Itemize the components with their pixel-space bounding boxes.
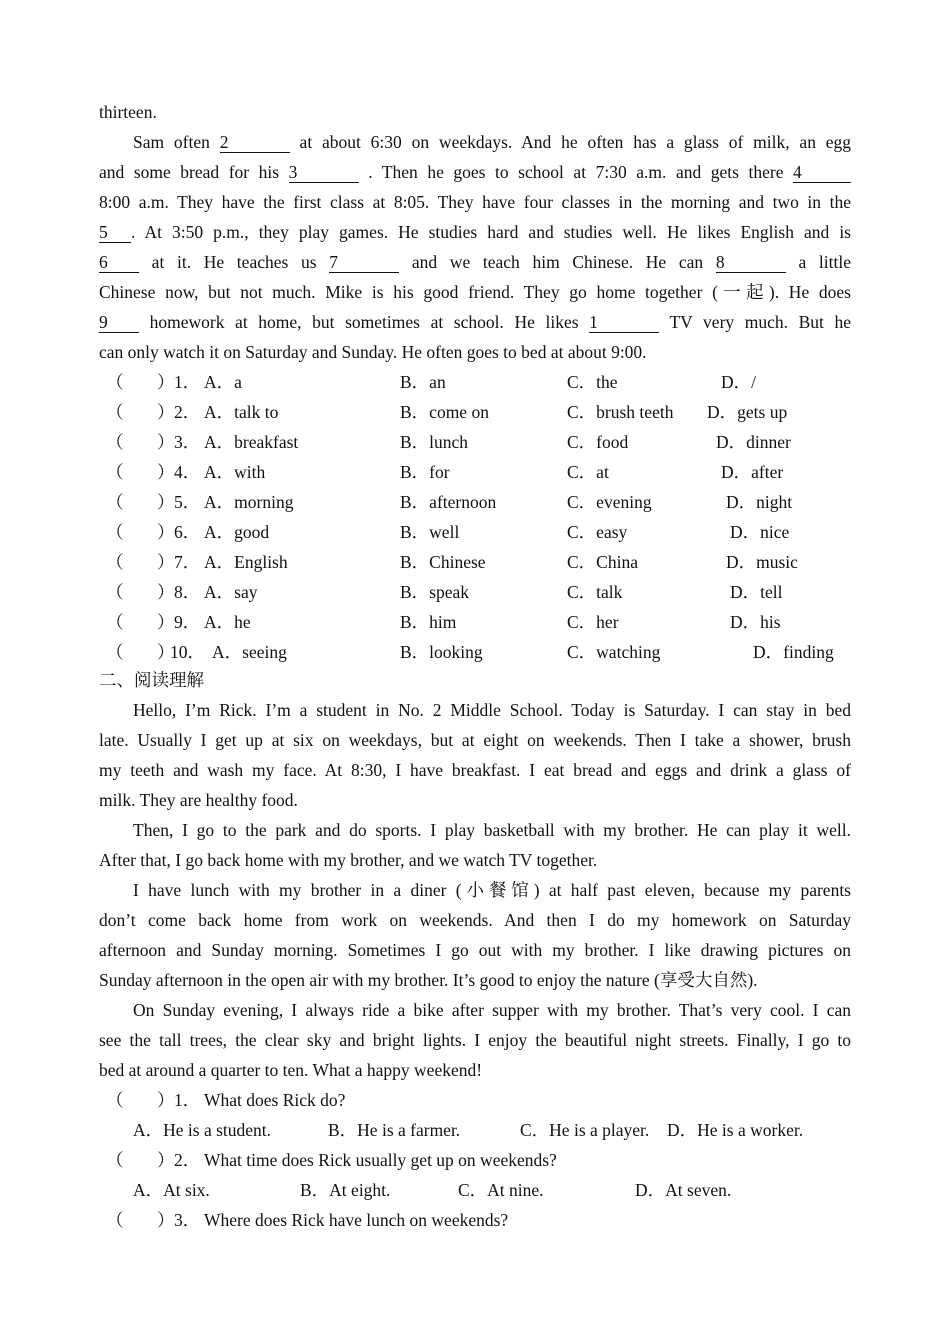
option-b[interactable]: B．Chinese [400,552,486,572]
reading-line: don’t come back home from work on weekends. And then I do my homework on Saturday [99,910,851,930]
question-number: 7． [174,552,201,572]
reading-line: Hello, I’m Rick. I’m a student in No. 2 Middle School. Today is Saturday. I can stay in bed [133,700,851,720]
reading-line: my teeth and wash my face. At 8:30, I have breakfast. I eat bread and eggs and drink a glass of [99,760,851,780]
answer-paren-close: ） [157,612,175,632]
option-b[interactable]: B．lunch [400,432,469,452]
reading-line: milk. They are healthy food. [99,790,298,810]
option-b[interactable]: B．He is a farmer. [328,1120,461,1140]
reading-question-row [0,1205,950,1235]
answer-paren-close: ） [157,582,175,602]
answer-paren-open[interactable]: （ [106,432,124,452]
option-c[interactable]: C．her [567,612,619,632]
answer-paren-open[interactable]: （ [106,492,124,512]
option-a[interactable]: A．seeing [212,642,287,662]
answer-paren-open[interactable]: （ [106,1150,124,1170]
question-number: 3． [174,432,201,452]
option-b[interactable]: B．him [400,612,457,632]
cloze-question-row [0,427,950,457]
answer-paren-close: ） [157,642,175,662]
option-d[interactable]: D．He is a worker. [667,1120,804,1140]
answer-paren-close: ） [157,1210,175,1230]
answer-paren-open[interactable]: （ [106,612,124,632]
answer-paren-open[interactable]: （ [106,462,124,482]
answer-paren-close: ） [157,372,175,392]
cloze-question-row [0,547,950,577]
answer-paren-open[interactable]: （ [106,372,124,392]
answer-paren-close: ） [157,1150,175,1170]
answer-paren-close: ） [157,432,175,452]
option-d[interactable]: D．music [726,552,798,572]
answer-paren-close: ） [157,492,175,512]
blank-4[interactable]: 4 [793,162,851,183]
option-c[interactable]: C．He is a player. [520,1120,650,1140]
question-text: What time does Rick usually get up on weekends? [204,1150,557,1170]
option-a[interactable]: A．say [204,582,258,602]
cloze-question-row [0,367,950,397]
option-c[interactable]: C．brush teeth [567,402,674,422]
option-a[interactable]: A．with [204,462,266,482]
section-title: 二、阅读理解 [99,670,204,690]
option-c[interactable]: C．easy [567,522,628,542]
answer-paren-close: ） [157,402,175,422]
question-text: What does Rick do? [204,1090,346,1110]
option-b[interactable]: B．an [400,372,446,392]
option-b[interactable]: B．At eight. [300,1180,391,1200]
answer-paren-open[interactable]: （ [106,552,124,572]
reading-question-row [0,1085,950,1115]
cloze-question-row [0,577,950,607]
reading-options-row [0,1175,950,1205]
option-d[interactable]: D．night [726,492,793,512]
question-number: 3． [174,1210,201,1230]
option-d[interactable]: D．his [730,612,781,632]
answer-paren-open[interactable]: （ [106,1210,124,1230]
cloze-question-row [0,637,950,667]
blank-6[interactable]: 6 [99,252,139,273]
option-c[interactable]: C．food [567,432,629,452]
answer-paren-open[interactable]: （ [106,402,124,422]
answer-paren-open[interactable]: （ [106,582,124,602]
reading-line: After that, I go back home with my brother, and we watch TV together. [99,850,598,870]
answer-paren-open[interactable]: （ [106,642,124,662]
option-d[interactable]: D．after [721,462,784,482]
option-b[interactable]: B．well [400,522,460,542]
blank-10[interactable]: 1 [589,312,659,333]
cloze-line: Chinese now, but not much. Mike is his good friend. They go home together (一起). He does [99,282,851,302]
cloze-line: 6 at it. He teaches us 7 and we teach him Chinese. He can 8 a little [99,252,851,272]
option-a[interactable]: A．morning [204,492,294,512]
option-c[interactable]: C．At nine. [458,1180,544,1200]
option-a[interactable]: A．talk to [204,402,279,422]
answer-paren-close: ） [157,552,175,572]
question-text: Where does Rick have lunch on weekends? [204,1210,509,1230]
option-a[interactable]: A．English [204,552,288,572]
cloze-question-row [0,457,950,487]
cloze-line: Sam often 2 at about 6:30 on weekdays. And he often has a glass of milk, an egg [133,132,852,152]
option-a[interactable]: A．he [204,612,251,632]
option-c[interactable]: C．the [567,372,618,392]
question-number: 10． [170,642,205,662]
cloze-line: thirteen. [99,102,157,122]
cloze-question-row [0,607,950,637]
reading-line: Sunday afternoon in the open air with my brother. It’s good to enjoy the nature (享受大自然). [99,970,758,990]
option-c[interactable]: C．China [567,552,638,572]
question-number: 2． [174,402,201,422]
cloze-question-row [0,487,950,517]
option-b[interactable]: B．for [400,462,450,482]
cloze-line: 9 homework at home, but sometimes at school. He likes 1 TV very much. But he [99,312,852,332]
cloze-question-row [0,397,950,427]
option-b[interactable]: B．looking [400,642,483,662]
blank-7[interactable]: 7 [329,252,399,273]
option-b[interactable]: B．come on [400,402,489,422]
blank-8[interactable]: 8 [716,252,786,273]
option-d[interactable]: D．At seven. [635,1180,732,1200]
cloze-line: and some bread for his 3 . Then he goes to school at 7:30 a.m. and gets there 4 [99,157,851,187]
answer-paren-close: ） [157,462,175,482]
option-c[interactable]: C．evening [567,492,652,512]
question-number: 4． [174,462,201,482]
option-a[interactable]: A．a [204,372,242,392]
option-d[interactable]: D．gets up [707,402,788,422]
reading-line: On Sunday evening, I always ride a bike after supper with my brother. That’s very cool. I can [133,1000,851,1020]
answer-paren-open[interactable]: （ [106,522,124,542]
blank-5[interactable]: 5 [99,222,131,243]
answer-paren-open[interactable]: （ [106,1090,124,1110]
reading-line: late. Usually I get up at six on weekdays, but at eight on weekends. Then I take a shower, brush [99,730,851,750]
cloze-line: can only watch it on Saturday and Sunday. He often goes to bed at about 9:00. [99,342,647,362]
option-a[interactable]: A．breakfast [204,432,299,452]
question-number: 2． [174,1150,201,1170]
option-d[interactable]: D．/ [721,372,756,392]
reading-line: Then, I go to the park and do sports. I play basketball with my brother. He can play it well. [133,820,851,840]
option-d[interactable]: D．dinner [716,432,791,452]
reading-line: see the tall trees, the clear sky and bright lights. I enjoy the beautiful night streets. Finally, I go to [99,1030,851,1050]
option-d[interactable]: D．finding [753,642,834,662]
reading-options-row [0,1115,950,1145]
blank-3[interactable]: 3 [289,162,359,183]
option-c[interactable]: C．talk [567,582,623,602]
cloze-question-row [0,517,950,547]
answer-paren-close: ） [157,522,175,542]
reading-line: I have lunch with my brother in a diner (小餐馆) at half past eleven, because my parents [133,880,851,900]
question-number: 1． [174,1090,201,1110]
question-number: 5． [174,492,201,512]
blank-2[interactable]: 2 [220,132,290,153]
reading-line: bed at around a quarter to ten. What a happy weekend! [99,1060,483,1080]
answer-paren-close: ） [157,1090,175,1110]
option-a[interactable]: A．At six. [133,1180,210,1200]
option-b[interactable]: B．speak [400,582,470,602]
option-c[interactable]: C．watching [567,642,661,662]
option-a[interactable]: A．good [204,522,270,542]
blank-9[interactable]: 9 [99,312,139,333]
option-b[interactable]: B．afternoon [400,492,497,512]
option-d[interactable]: D．tell [730,582,783,602]
question-number: 8． [174,582,201,602]
option-c[interactable]: C．at [567,462,609,482]
question-number: 9． [174,612,201,632]
cloze-line: 5 . At 3:50 p.m., they play games. He studies hard and studies well. He likes English and is [99,222,851,242]
reading-line: afternoon and Sunday morning. Sometimes I go out with my brother. I like drawing pictures on [99,940,851,960]
option-d[interactable]: D．nice [730,522,790,542]
option-a[interactable]: A．He is a student. [133,1120,272,1140]
cloze-line: 8:00 a.m. They have the first class at 8:05. They have four classes in the morning and two in the [99,192,851,212]
question-number: 6． [174,522,201,542]
reading-question-row [0,1145,950,1175]
question-number: 1． [174,372,201,392]
